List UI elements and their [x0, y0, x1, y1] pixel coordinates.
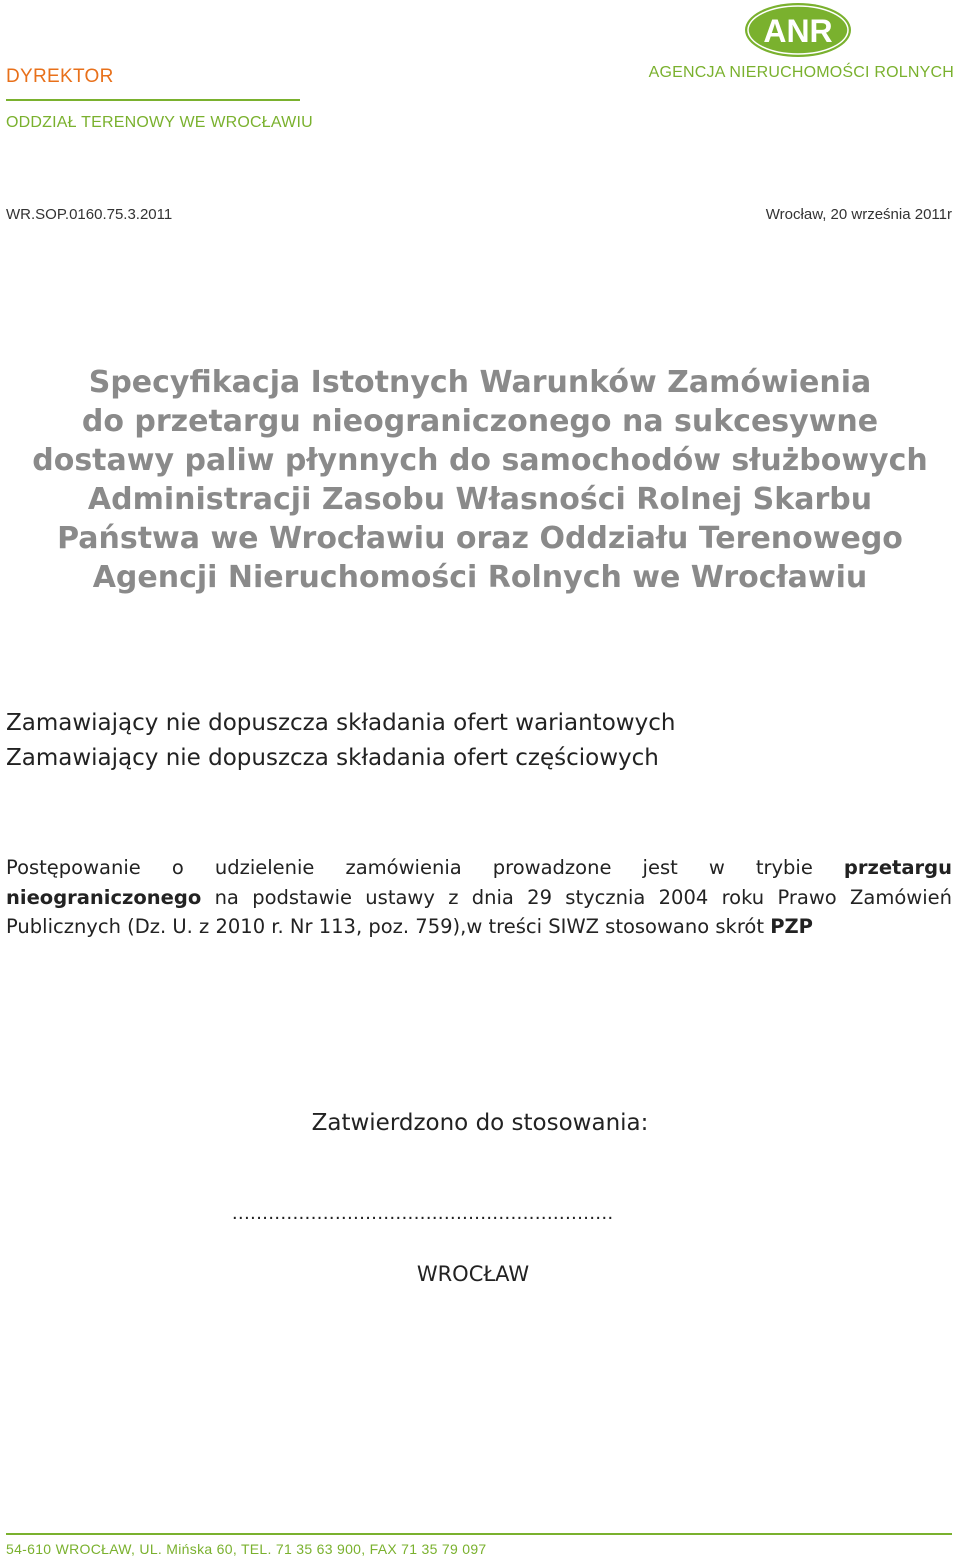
title-line: do przetargu nieograniczonego na sukcesywne — [81, 404, 879, 439]
signature-line: ............................................................... — [232, 1202, 614, 1224]
title-line: dostawy paliw płynnych do samochodów służbowych — [32, 443, 928, 478]
anr-logo-icon — [744, 2, 852, 58]
paragraph-text: Postępowanie o udzielenie zamówienia prowadzone jest w trybie — [6, 856, 844, 879]
agency-name: AGENCJA NIERUCHOMOŚCI ROLNYCH — [648, 64, 954, 81]
footer-divider — [6, 1533, 952, 1535]
document-title — [0, 363, 960, 597]
procedure-paragraph — [6, 853, 952, 942]
paragraph-bold-abbreviation: PZP — [770, 915, 813, 938]
title-line: Administracji Zasobu Własności Rolnej Skarbu — [87, 482, 873, 517]
approval-label: Zatwierdzono do stosowania: — [311, 1110, 649, 1136]
notice-variant-offers: Zamawiający nie dopuszcza składania ofert wariantowych — [6, 710, 676, 736]
director-heading: DYREKTOR — [6, 66, 114, 87]
title-line: Państwa we Wrocławiu oraz Oddziału Terenowego — [57, 521, 903, 556]
reference-number: WR.SOP.0160.75.3.2011 — [6, 206, 173, 223]
paragraph-bold-procedure: przetargu nieograniczonego — [6, 856, 952, 909]
approval-city: WROCŁAW — [416, 1262, 530, 1286]
title-line: Specyfikacja Istotnych Warunków Zamówienia — [88, 365, 872, 400]
title-line: Agencji Nieruchomości Rolnych we Wrocławiu — [92, 560, 868, 595]
svg-text:ANR: ANR — [763, 13, 833, 49]
notices — [6, 706, 675, 776]
anr-logo — [744, 2, 852, 58]
footer-address: 54-610 WROCŁAW, UL. Mińska 60, TEL. 71 35 63 900, FAX 71 35 79 097 — [6, 1541, 487, 1557]
notice-partial-offers: Zamawiający nie dopuszcza składania ofert częściowych — [6, 745, 659, 771]
place-date: Wrocław, 20 września 2011r — [765, 206, 952, 223]
paragraph-text: na podstawie ustawy z dnia 29 stycznia 2004 roku Prawo Zamówień Publicznych (Dz. U. z 2010 r. Nr 113, poz. 759),w treści SIWZ stosowano skrót — [6, 885, 952, 938]
header-divider — [6, 99, 300, 101]
document-meta — [6, 206, 952, 223]
branch-name: ODDZIAŁ TERENOWY WE WROCŁAWIU — [6, 114, 313, 131]
